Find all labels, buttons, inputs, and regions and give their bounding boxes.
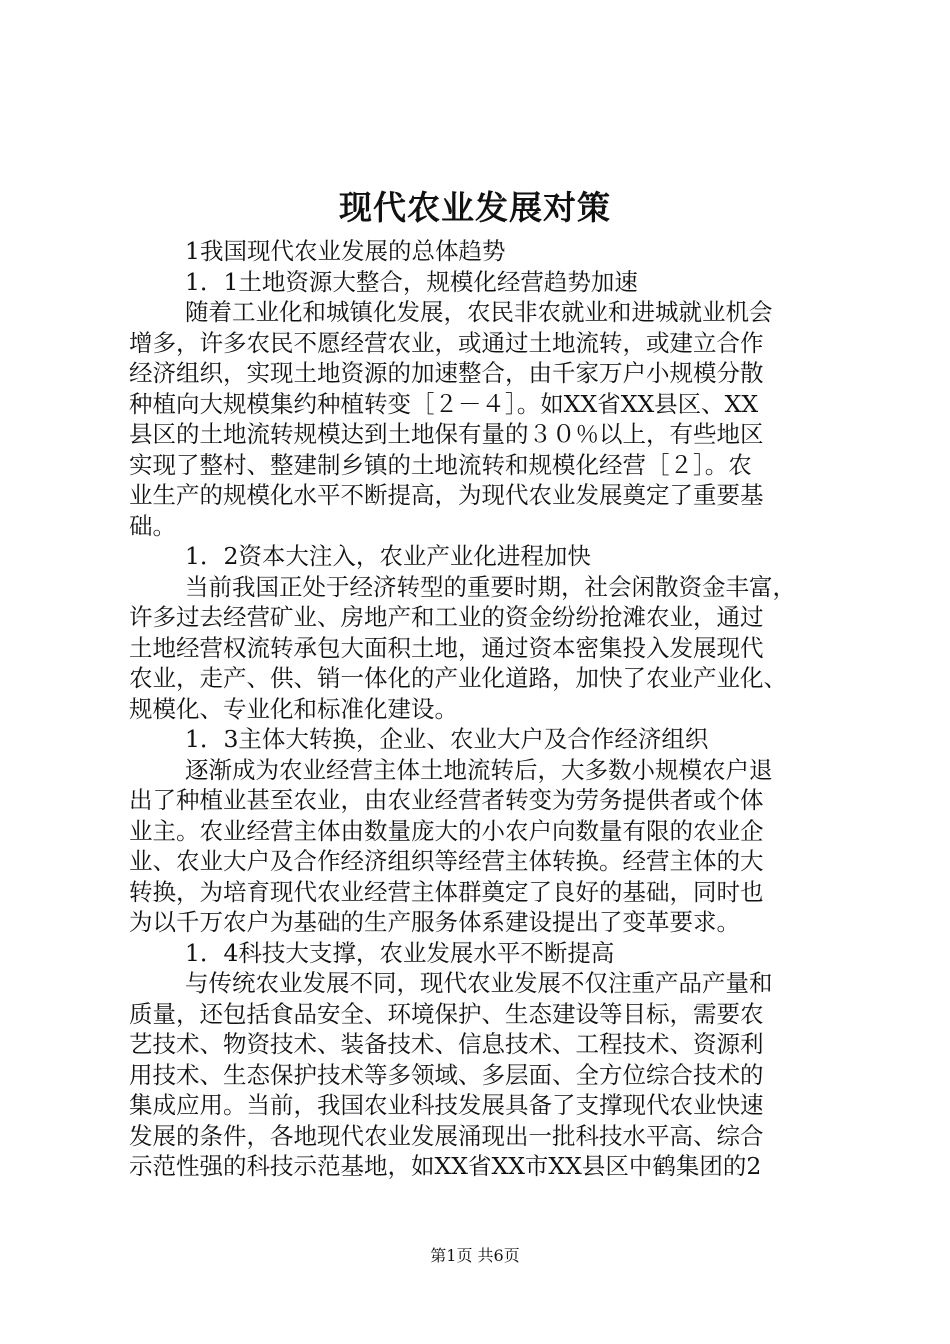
text-line: 业主。农业经营主体由数量庞大的小农户向数量有限的农业企 [129,816,764,845]
text-line: 增多，许多农民不愿经营农业，或通过土地流转，或建立合作 [129,328,764,357]
text-line: 业、农业大户及合作经济组织等经营主体转换。经营主体的大 [129,847,764,875]
page-footer: 第1页 共6页 [430,1246,520,1265]
text-line: 与传统农业发展不同，现代农业发展不仅注重产品产量和 [185,969,773,997]
text-line: 当前我国正处于经济转型的重要时期，社会闲散资金丰富， [185,572,796,601]
text-line: 艺技术、物资技术、装备技术、信息技术、工程技术、资源利 [129,1030,764,1058]
text-line: 业生产的规模化水平不断提高，为现代农业发展奠定了重要基 [129,481,764,509]
text-line: 集成应用。当前，我国农业科技发展具备了支撑现代农业快速 [129,1091,764,1119]
text-line: 经济组织，实现土地资源的加速整合，由千家万户小规模分散 [129,359,764,387]
text-line: 1．2资本大注入，农业产业化进程加快 [185,542,591,570]
text-line: 1．4科技大支撑，农业发展水平不断提高 [185,938,615,967]
document-title: 现代农业发展对策 [339,188,611,227]
document-body [129,236,829,1182]
text-line: 县区的土地流转规模达到土地保有量的３０％以上，有些地区 [129,420,764,448]
text-line: 为以千万农户为基础的生产服务体系建设提出了变革要求。 [129,908,740,936]
text-line: 许多过去经营矿业、房地产和工业的资金纷纷抢滩农业，通过 [129,603,764,631]
text-line: 质量，还包括食品安全、环境保护、生态建设等目标，需要农 [129,999,764,1028]
text-line: 随着工业化和城镇化发展，农民非农就业和进城就业机会 [185,298,773,326]
text-line: 种植向大规模集约种植转变［２－４］。如XX省XX县区、XX [129,389,759,418]
text-line: 农业，走产、供、销一体化的产业化道路，加快了农业产业化、 [129,664,787,692]
text-line: 实现了整村、整建制乡镇的土地流转和规模化经营［２］。农 [129,450,752,479]
text-line: 土地经营权流转承包大面积土地，通过资本密集投入发展现代 [129,633,764,662]
text-line: 发展的条件，各地现代农业发展涌现出一批科技水平高、综合 [129,1121,764,1150]
text-line: 1我国现代农业发展的总体趋势 [185,237,506,265]
text-line: 1．3主体大转换，企业、农业大户及合作经济组织 [185,725,709,753]
text-line: 用技术、生态保护技术等多领域、多层面、全方位综合技术的 [129,1060,764,1089]
text-line: 示范性强的科技示范基地，如XX省XX市XX县区中鹤集团的2 [129,1152,762,1180]
text-line: 逐渐成为农业经营主体土地流转后，大多数小规模农户退 [185,755,773,784]
text-line: 出了种植业甚至农业，由农业经营者转变为劳务提供者或个体 [129,786,764,814]
text-line: 础。 [129,511,176,540]
text-line: 1．1土地资源大整合，规模化经营趋势加速 [185,267,638,296]
text-line: 规模化、专业化和标准化建设。 [129,694,458,723]
text-line: 转换，为培育现代农业经营主体群奠定了良好的基础，同时也 [129,877,764,906]
